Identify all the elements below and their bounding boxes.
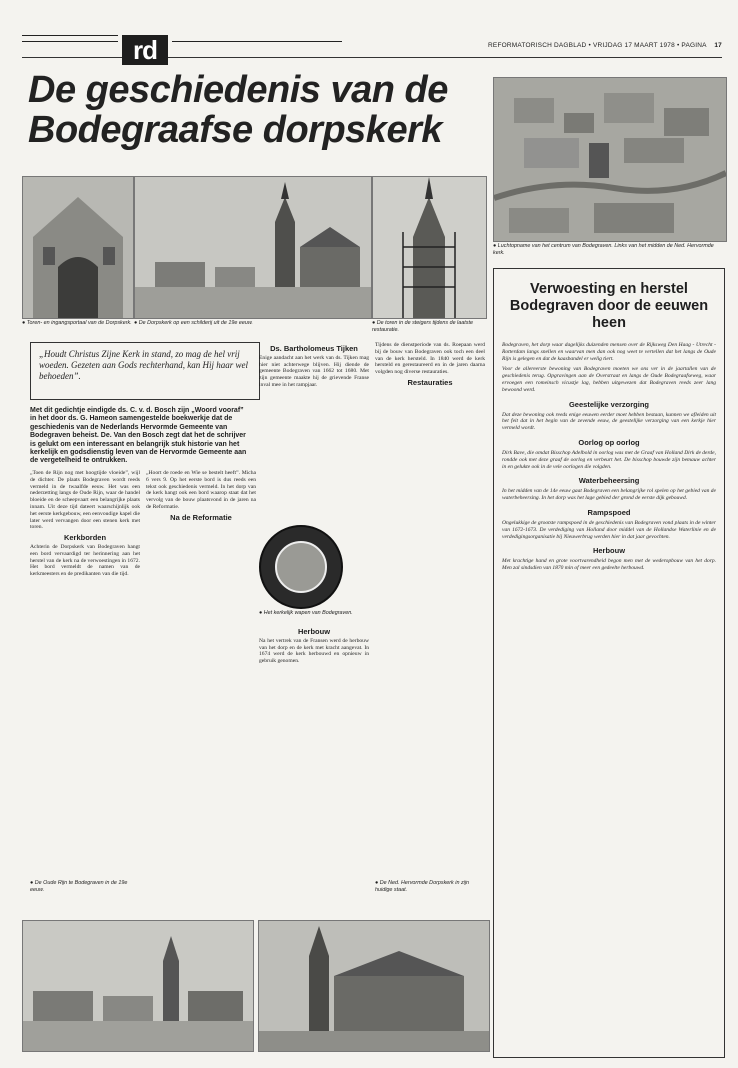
intro-paragraph: Met dit gedichtje eindigde ds. C. v. d. Bosch zijn „Woord vooraf” in het door ds. G. Hameon samengestelde boekwerkje dat de geschiedenis van de Nederlands Hervormde Gemeente van Bodegraven beheist. De. Van den Bosch zegt dat het de schrijver is gelukt om een interessant en belangrijk stuk historie van het kerkelijk en godsdienstig leven van de Hervormde Gemeente aan de vergetelheid te ontrukken. <box>30 407 247 465</box>
subhead-waterbeheersing: Waterbeheersing <box>578 476 640 486</box>
subhead-oorlog: Oorlog op oorlog <box>578 437 640 447</box>
column-3b <box>259 625 369 870</box>
subhead-rampspoed: Rampspoed <box>587 507 631 517</box>
sidebar-title: Verwoesting en herstel Bodegraven door de eeuwen heen <box>509 281 709 331</box>
quote-box: „Houdt Christus Zijne Kerk in stand, zo mag de hel vrij woeden. Gezeten aan Gods rechterhand, kan Hij haar wel behoeden”. <box>30 342 260 400</box>
tower-scaffolding-illustration <box>373 177 486 318</box>
church-seal <box>259 525 343 609</box>
subhead-herbouw-1: Herbouw <box>297 627 331 636</box>
column-2-text: „Hoort de roede en Wie se bestelt heeft”. Micha 6 vers 9. Op het eerste bord is dus reeds een tekst ook geschiedenis vermeld. In het dorp van de kerk hangt ook een bord waarop staat dat het vervolg van de bouw plaatsvond in de jaren na de Reformatie. <box>146 470 256 510</box>
publication-info: REFORMATORISCH DAGBLAD • VRIJDAG 17 MAART 1978 • PAGINA <box>488 42 707 49</box>
masthead-rule-left-2 <box>22 41 118 42</box>
caption-dorpskerk: ● De Ned. Hervormde Dorpskerk in zijn huidige staat. <box>375 880 470 893</box>
column-2 <box>146 470 256 870</box>
painting-church-illustration <box>135 177 371 318</box>
caption-aerial: ● Luchtopname van het centrum van Bodegraven. Links van het midden de Ned. Hervormde kerk. <box>493 243 714 256</box>
sidebar-paragraph-1: Bodegraven, het dorp waar dagelijks duizenden mensen over de Rijksweg Den Haag - Utrecht - Rotterdam langs snellen en waarvan men dan ook nog weet te vertellen dat het langs de Oude Rijn is gelegen en dat de kaasbandel er welig tiert. <box>502 342 716 362</box>
caption-scaffolding: ● De toren in de steigers tijdens de laatste restauratie. <box>372 320 473 333</box>
column-1-text: „Toen de Rijn nog met hoogtijde vloeide”, wijl de dichter. De plaats Bodegraven wordt reeds vermeld in de twaalfde eeuw. Het was een nederzetting langs de Oude Rijn, waar de handel bloeide en de scheepvaart een belangrijke plaats innam. Uit deze tijd dateert waarschijnlijk ook het eerste kerkgebouw, een eenvoudige kapel die later werd vervangen door een stenen kerk met toren. <box>30 470 140 531</box>
sidebar-paragraph-5: In het midden van de 14e eeuw gaat Bodegraven een belangrijke rol spelen op het gebied van de waterbeheersing. In het dorp was het lage gebied der grond de eerste dijk gebouwd. <box>502 488 716 502</box>
caption-tower-portal: ● Toren- en ingangsportaal van de Dorpskerk. <box>22 320 132 326</box>
subhead-geestelijke: Geestelijke verzorging <box>568 399 650 409</box>
column-5-text: Na het vertrek van de Fransen werd de herbouw van het dorp en de kerk met kracht aangevat. In 1674 werd de kerk herbouwd en opnieuw in gebruik genomen. <box>259 637 369 665</box>
column-4 <box>375 342 485 870</box>
tower-portal-illustration <box>23 177 133 318</box>
sidebar-paragraph-6: Ongelukkige de grootste rampspoed in de geschiedenis van Bodegraven vond plaats in de winter van 1672-1673. De verdediging van Holland door middel van de Hollandse Waterlinie en de verdedigingsorganisatie bij Nieuwerbrug werden hier in dat jaar gevochten. <box>502 519 716 540</box>
photo-oude-rijn <box>22 920 254 1052</box>
sidebar-paragraph-4: Dirk Bave, die omdat Bisschop Adelbold in oorlog was met de Graaf van Holland Dirk de derde, rondde ook met deze graaf de oorlog en verbeurt het. De bisschop bouwde zijn bemauw achter in en gelukte ook in de vele oorlogen die volgden. <box>502 449 716 470</box>
column-1b-text: Achterin de Dorpskerk van Bodegraven hangt een bord vervaardigd ter herinnering aan het herstel van de kerk na de verwoestingen in 1672. Het bord vermeldt de namen van de kerkmeesters en de predikanten van die tijd. <box>30 543 140 578</box>
subhead-tijken: Ds. Bartholomeus Tijken <box>270 344 358 353</box>
oude-rijn-illustration <box>23 921 253 1051</box>
masthead-rule-left <box>22 35 118 36</box>
sidebar-paragraph-3: Dat deze bewoning ook reeds enige eeuwen eerder moet hebben bestaan, kunnen we afleiden uit het feit dat in het begin van de zevende eeuw, de geestelijke verzorging van een kerkje hier vermeld wordt. <box>502 411 716 432</box>
caption-painting: ● De Dorpskerk op een schilderij uit de 19e eeuw. <box>134 320 253 326</box>
photo-painting-church <box>134 176 372 319</box>
subhead-herbouw-2: Herbouw <box>592 546 626 556</box>
dorpskerk-now-illustration <box>259 921 489 1051</box>
photo-tower-scaffolding <box>372 176 487 319</box>
aerial-illustration <box>494 78 726 241</box>
publication-line <box>488 42 722 49</box>
masthead <box>22 35 722 65</box>
column-3-text: Enige aandacht aan het werk van ds. Tijken mag hier niet achterwege blijven. Hij diende de gemeente Bodegraven van 1662 tot 1680. Met zijn gemeente maakte hij de grievende Franse inval mee in het rampjaar. <box>259 354 369 388</box>
column-1 <box>30 470 140 870</box>
subhead-restauraties: Restauraties <box>407 377 453 387</box>
aerial-photo <box>493 77 727 242</box>
headline: De geschiedenis van de Bodegraafse dorpskerk <box>28 69 448 151</box>
subhead-kerkborden: Kerkborden <box>63 533 107 543</box>
sidebar-paragraph-2: Voor de allereerste bewoning van Bodegraven moeten we ons ver in de jaartallen van de geschiedenis terug. Opgravingen aan de Overstraat en langs de Oude Bodegraafseweg, waar ervoegen een romeinsch vicustje lag, hebben uitgewezen dat Bodegraven reeds zeer lang bewoond werd. <box>502 366 716 393</box>
caption-seal: ● Het kerkelijk wapen van Bodegraven. <box>259 610 353 616</box>
page-number: 17 <box>714 42 722 49</box>
subhead-reformatie: Na de Reformatie <box>170 512 232 522</box>
sidebar-article <box>493 268 725 1058</box>
column-3 <box>259 342 369 522</box>
masthead-rule-mid <box>172 41 342 42</box>
caption-oude-rijn: ● De Oude Rijn te Bodegraven in de 19e eeuw. <box>30 880 128 893</box>
rd-logo: rd <box>122 35 168 65</box>
photo-tower-portal <box>22 176 134 319</box>
column-4-text: Tijdens de dienstperiode van ds. Roepaan werd bij de bouw van Bodegraven ook toch een deel van de kerk hersteld. In 1840 werd de kerk hersteld en gerestaureerd en in de jaren daarna volgden nog diverse restauraties. <box>375 342 485 376</box>
sidebar-paragraph-7: Met krachtige hand en grote voortvarendheid begon men met de wederopbouw van het dorp. Men zal sindsdien van 1870 min of meer een gedeelte herbouwd. <box>502 558 716 572</box>
photo-dorpskerk-now <box>258 920 490 1052</box>
